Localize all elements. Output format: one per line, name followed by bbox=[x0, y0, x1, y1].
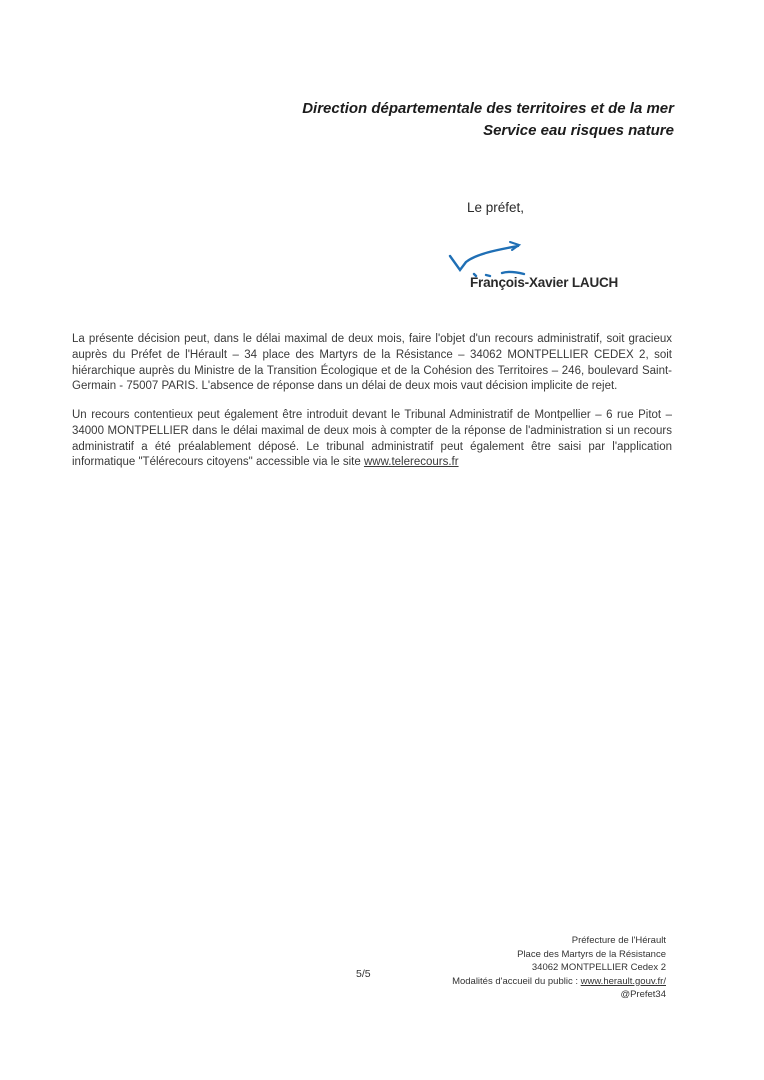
page-number: 5/5 bbox=[356, 968, 371, 980]
footer-city: 34062 MONTPELLIER Cedex 2 bbox=[531, 962, 666, 973]
signer-name: François-Xavier LAUCH bbox=[470, 275, 619, 290]
footer-website-link[interactable]: www.herault.gouv.fr/ bbox=[580, 975, 666, 987]
appeal-paragraph-text: Un recours contentieux peut également être introduit devant le Tribunal Administratif de Montpellier – 6 rue Pitot – 34000 MONTPELLIER dans le délai maximal de deux mois à compter de la réponse de l'administration si un recours administratif a été préalablement déposé. Le tribunal administratif peut également être saisi par l'application informatique "Télérecours citoyens" accessible via le site bbox=[72, 409, 672, 469]
footer-reception-label: Modalités d'accueil du public : bbox=[452, 975, 581, 987]
signature-title: Le préfet, bbox=[467, 200, 525, 215]
appeal-paragraph-administrative: La présente décision peut, dans le délai maximal de deux mois, faire l'objet d'un recours administratif, soit gracieux auprès du Préfet de l'Hérault – 34 place des Martyrs de la Résistance – 34062 MONTPELLIER CEDEX 2, soit hiérarchique auprès du Ministre de la Transition Écologique et de la Cohésion des Territoires – 246, boulevard Saint-Germain - 75007 PARIS. L'absence de réponse dans un délai de deux mois vaut décision implicite de rejet. bbox=[72, 333, 672, 393]
telerecours-link[interactable]: www.telerecours.fr bbox=[363, 456, 459, 469]
footer-twitter-handle: @Prefet34 bbox=[620, 989, 666, 1000]
appeal-paragraph-contentious bbox=[72, 408, 672, 471]
footer-prefecture: Préfecture de l'Hérault bbox=[571, 935, 666, 946]
header-direction: Direction départementale des territoires et de la mer bbox=[302, 100, 674, 117]
footer-street: Place des Martyrs de la Résistance bbox=[517, 948, 666, 960]
header-service: Service eau risques nature bbox=[483, 122, 674, 139]
document-header bbox=[302, 98, 674, 142]
footer-reception bbox=[452, 975, 666, 989]
footer-address bbox=[452, 934, 666, 1002]
